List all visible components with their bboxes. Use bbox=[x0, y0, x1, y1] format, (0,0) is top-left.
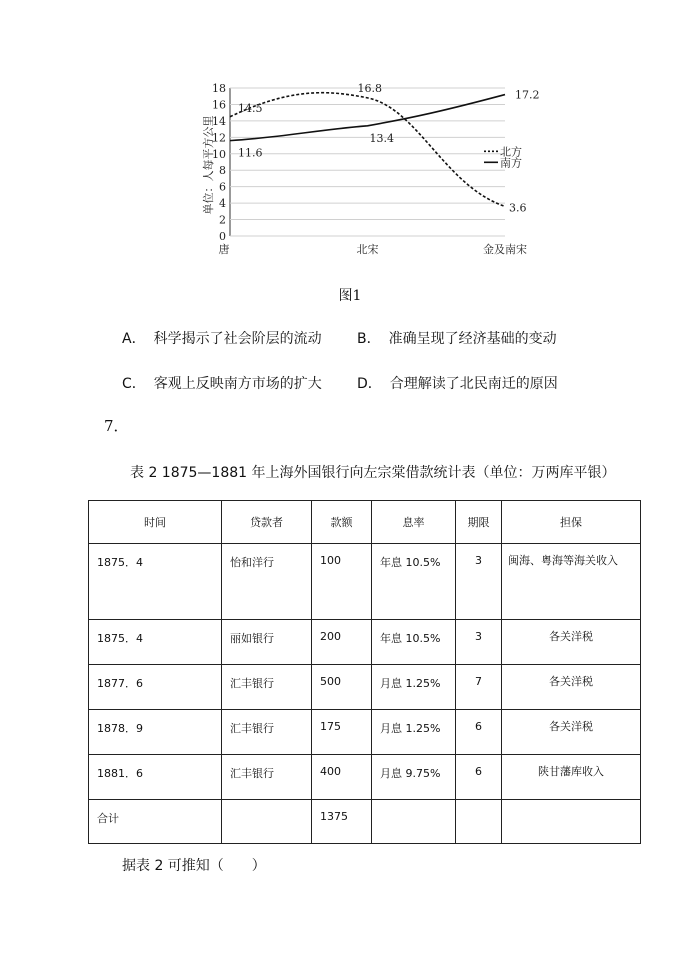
chart-data-labels bbox=[238, 82, 540, 215]
population-density-chart bbox=[190, 70, 550, 265]
option-d-text: 合理解读了北民南迁的原因 bbox=[389, 376, 558, 392]
y-tick-label: 14 bbox=[212, 114, 226, 128]
option-b-letter: B． bbox=[357, 331, 381, 347]
question-number: 7． bbox=[104, 417, 129, 435]
cell-amount: 500 bbox=[312, 665, 372, 710]
table-row bbox=[89, 544, 641, 620]
data-label: 13.4 bbox=[369, 131, 394, 145]
header-lender: 贷款者 bbox=[222, 501, 312, 544]
y-tick-label: 8 bbox=[219, 164, 226, 178]
option-d-letter: D． bbox=[357, 376, 382, 392]
y-tick-label: 16 bbox=[212, 98, 226, 112]
cell-time: 1877．6 bbox=[89, 665, 222, 710]
option-a-text: 科学揭示了社会阶层的流动 bbox=[153, 331, 322, 347]
option-b[interactable] bbox=[357, 328, 557, 348]
data-label: 17.2 bbox=[515, 88, 540, 102]
option-c[interactable] bbox=[122, 373, 322, 393]
table-row bbox=[89, 710, 641, 755]
cell-term: 6 bbox=[456, 710, 502, 755]
y-tick-label: 4 bbox=[219, 197, 226, 211]
option-c-letter: C． bbox=[122, 376, 146, 392]
y-tick-label: 10 bbox=[212, 147, 226, 161]
option-c-text: 客观上反映南方市场的扩大 bbox=[153, 376, 322, 392]
cell-lender: 丽如银行 bbox=[222, 620, 312, 665]
series-line-north bbox=[230, 93, 505, 207]
loan-table bbox=[88, 500, 641, 844]
x-tick-label: 唐 bbox=[218, 243, 230, 256]
cell-security: 各关洋税 bbox=[502, 665, 641, 710]
cell-security: 各关洋税 bbox=[502, 620, 641, 665]
x-tick-label: 金及南宋 bbox=[483, 243, 527, 256]
next-question-stem: 据表 2 可推知（ ） bbox=[122, 858, 266, 874]
cell-rate: 月息 1.25% bbox=[372, 710, 456, 755]
total-empty-cell bbox=[372, 800, 456, 844]
cell-term: 3 bbox=[456, 620, 502, 665]
table-row bbox=[89, 755, 641, 800]
figure-caption: 图1 bbox=[338, 288, 362, 304]
cell-amount: 200 bbox=[312, 620, 372, 665]
chart-series-lines bbox=[230, 93, 505, 207]
cell-rate: 年息 10.5% bbox=[372, 544, 456, 620]
cell-time: 1881．6 bbox=[89, 755, 222, 800]
cell-time: 1878．9 bbox=[89, 710, 222, 755]
header-time: 时间 bbox=[89, 501, 222, 544]
y-tick-label: 18 bbox=[212, 82, 226, 95]
total-empty-cell bbox=[502, 800, 641, 844]
data-label: 16.8 bbox=[357, 81, 382, 95]
x-tick-label: 北宋 bbox=[356, 243, 379, 256]
data-label: 14.5 bbox=[238, 101, 263, 115]
cell-term: 7 bbox=[456, 665, 502, 710]
option-a-letter: A． bbox=[122, 331, 146, 347]
total-label: 合计 bbox=[89, 800, 222, 844]
legend-label: 北方 bbox=[500, 145, 522, 159]
cell-term: 6 bbox=[456, 755, 502, 800]
cell-lender: 汇丰银行 bbox=[222, 665, 312, 710]
cell-rate: 月息 9.75% bbox=[372, 755, 456, 800]
total-empty-cell bbox=[456, 800, 502, 844]
option-d[interactable] bbox=[357, 373, 558, 393]
header-rate: 息率 bbox=[372, 501, 456, 544]
table-title: 表 2 1875—1881 年上海外国银行向左宗棠借款统计表（单位：万两库平银） bbox=[130, 465, 616, 481]
series-line-south bbox=[230, 95, 505, 141]
cell-amount: 100 bbox=[312, 544, 372, 620]
cell-rate: 年息 10.5% bbox=[372, 620, 456, 665]
cell-lender: 汇丰银行 bbox=[222, 710, 312, 755]
y-tick-label: 0 bbox=[219, 230, 226, 243]
header-amount: 款额 bbox=[312, 501, 372, 544]
option-a[interactable] bbox=[122, 328, 322, 348]
total-amount: 1375 bbox=[312, 800, 372, 844]
legend-label: 南方 bbox=[500, 156, 522, 170]
x-tick-labels bbox=[219, 242, 528, 256]
cell-term: 3 bbox=[456, 544, 502, 620]
header-term: 期限 bbox=[456, 501, 502, 544]
option-b-text: 准确呈现了经济基础的变动 bbox=[388, 331, 557, 347]
data-label: 3.6 bbox=[509, 201, 527, 215]
total-empty-cell bbox=[222, 800, 312, 844]
cell-security: 陕甘藩库收入 bbox=[502, 755, 641, 800]
y-tick-label: 6 bbox=[219, 180, 226, 194]
cell-rate: 月息 1.25% bbox=[372, 665, 456, 710]
cell-time: 1875．4 bbox=[89, 620, 222, 665]
table-row bbox=[89, 620, 641, 665]
cell-amount: 175 bbox=[312, 710, 372, 755]
table-total-row bbox=[89, 800, 641, 844]
chart-legend bbox=[484, 144, 522, 169]
y-tick-label: 12 bbox=[212, 131, 226, 145]
cell-lender: 怡和洋行 bbox=[222, 544, 312, 620]
cell-security: 各关洋税 bbox=[502, 710, 641, 755]
chart-gridlines bbox=[230, 88, 505, 236]
table-row bbox=[89, 665, 641, 710]
y-axis-label: 单位：人每平方公里 bbox=[202, 115, 215, 215]
cell-time: 1875．4 bbox=[89, 544, 222, 620]
data-label: 11.6 bbox=[238, 146, 263, 160]
cell-lender: 汇丰银行 bbox=[222, 755, 312, 800]
header-security: 担保 bbox=[502, 501, 641, 544]
table-header-row bbox=[89, 501, 641, 544]
cell-security: 闽海、粤海等海关收入 bbox=[502, 544, 641, 620]
cell-amount: 400 bbox=[312, 755, 372, 800]
y-tick-label: 2 bbox=[219, 213, 226, 227]
